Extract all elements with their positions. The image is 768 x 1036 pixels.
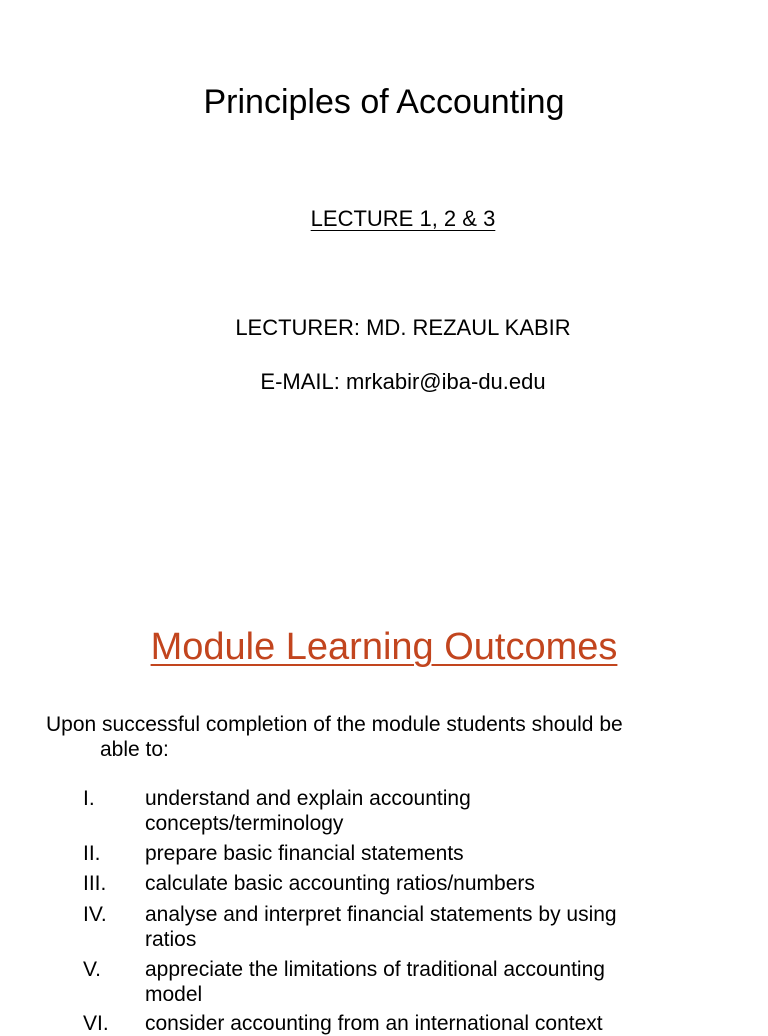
- lecturer-email: E-MAIL: mrkabir@iba-du.edu: [260, 369, 546, 394]
- outcome-line: appreciate the limitations of traditional accounting: [145, 958, 605, 981]
- outcome-line: prepare basic financial statements: [145, 842, 464, 865]
- outcome-line: model: [145, 983, 203, 1006]
- lecturer-name: LECTURER: MD. REZAUL KABIR: [235, 315, 571, 340]
- outcomes-heading: Module Learning Outcomes: [150, 626, 618, 668]
- intro-line: able to:: [100, 738, 169, 761]
- slide-title: Principles of Accounting: [203, 83, 565, 121]
- outcome-number: VI.: [83, 1012, 109, 1035]
- outcome-text: [145, 786, 705, 836]
- outcome-line: understand and explain accounting: [145, 787, 471, 810]
- outcomes-slide: [0, 560, 768, 1035]
- outcome-text: [145, 902, 705, 952]
- outcome-number: IV.: [83, 903, 107, 926]
- lecture-heading: LECTURE 1, 2 & 3: [310, 206, 496, 231]
- outcome-text: [145, 871, 705, 896]
- outcome-text: [145, 957, 705, 1007]
- outcome-number: I.: [83, 787, 95, 810]
- outcomes-list: [0, 560, 768, 1035]
- outcome-number: II.: [83, 842, 101, 865]
- outcome-line: concepts/terminology: [145, 812, 344, 835]
- outcome-line: ratios: [145, 928, 197, 951]
- outcome-line: calculate basic accounting ratios/numbers: [145, 872, 535, 895]
- intro-line: Upon successful completion of the module students should be: [46, 713, 623, 736]
- outcome-line: analyse and interpret financial statements by using: [145, 903, 617, 926]
- outcome-number: III.: [83, 872, 107, 895]
- outcome-line: consider accounting from an international context: [145, 1012, 603, 1035]
- outcome-text: [145, 841, 705, 866]
- outcome-number: V.: [83, 958, 101, 981]
